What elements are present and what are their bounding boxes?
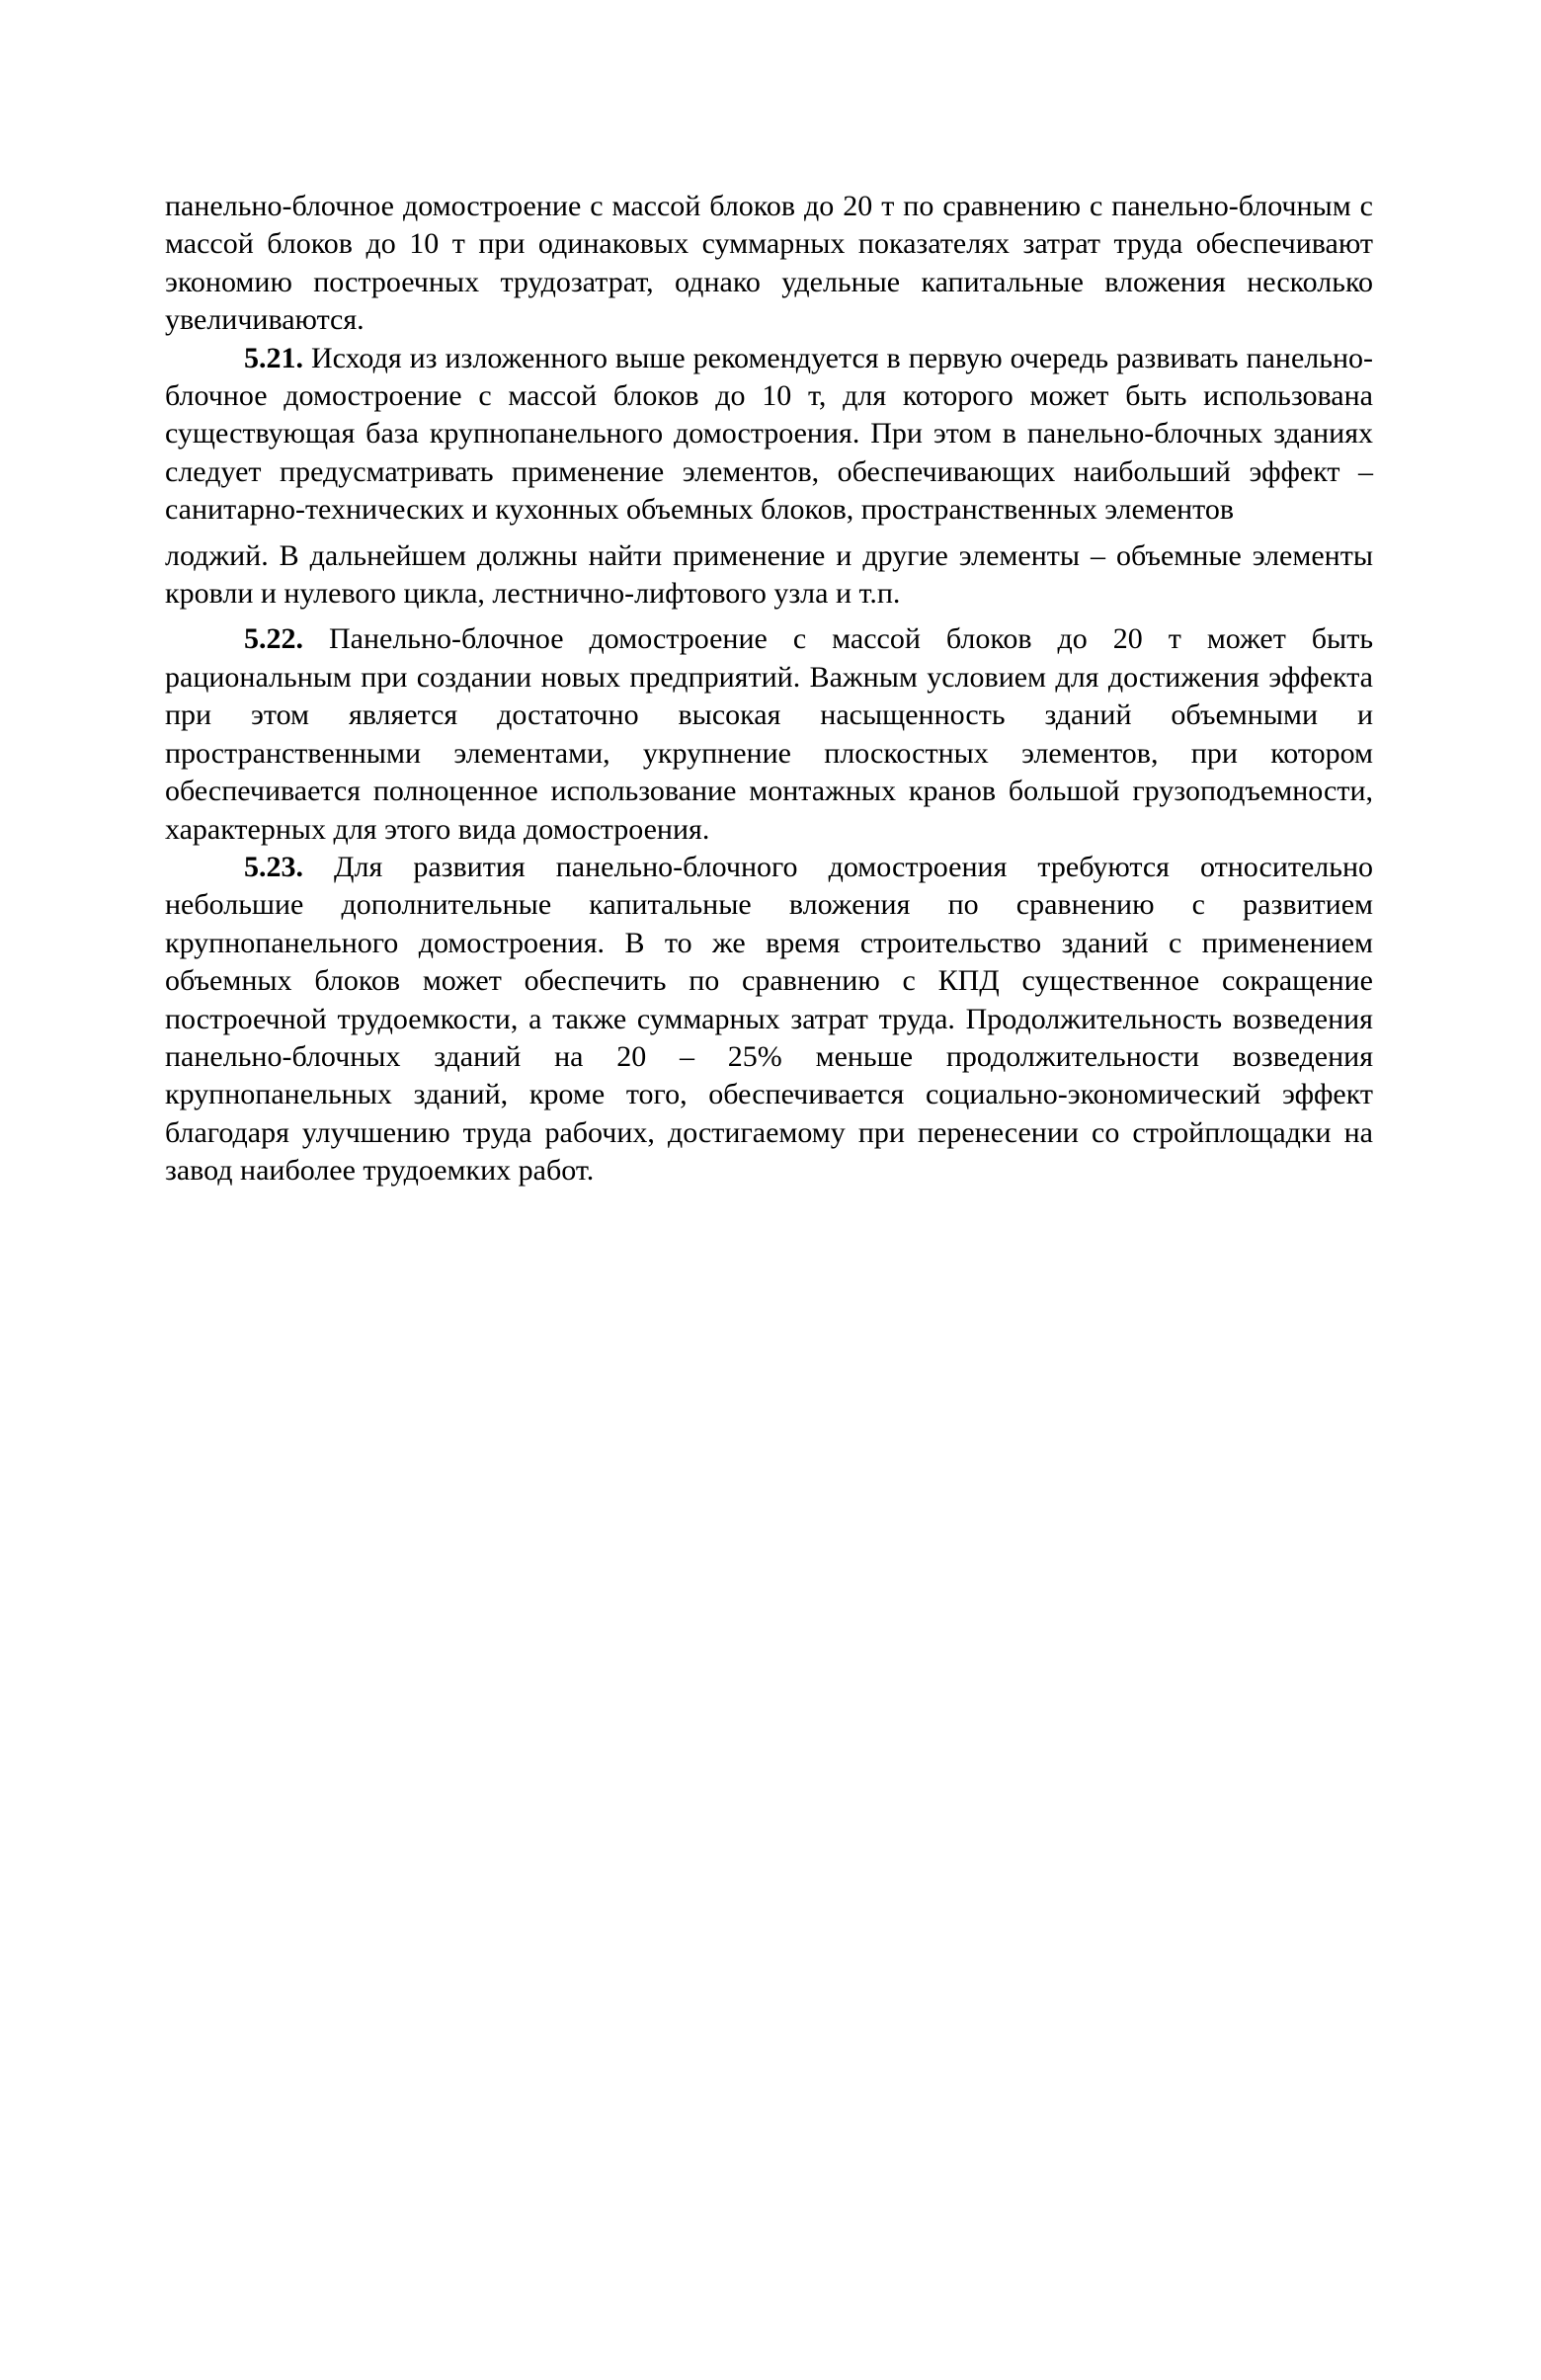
paragraph-5-21 (165, 340, 1373, 530)
paragraph-number: 5.23. (244, 850, 303, 883)
paragraph-5-23 (165, 849, 1373, 1190)
paragraph-text: Панельно-блочное домостроение с массой блоков до 20 т может быть рациональным при создании новых предприятий. Важным условием для достижения эффекта при этом является достаточно высокая насыщенность зданий объемными и пространственными элементами, укрупнение плоскостных элементов, при котором обеспечивается полноценное использование монтажных кранов большой грузоподъемности, характерных для этого вида домостроения. (165, 622, 1374, 846)
paragraph-number: 5.21. (244, 341, 303, 374)
paragraph-text: лоджий. В дальнейшем должны найти применение и другие элементы – объемные элементы кровли и нулевого цикла, лестнично-лифтового узла и т.п. (165, 538, 1373, 611)
paragraph-continuation (165, 188, 1373, 340)
paragraph-5-21-continuation (165, 537, 1373, 614)
paragraph-number: 5.22. (244, 622, 303, 656)
document-body (165, 188, 1373, 1190)
paragraph-text: панельно-блочное домостроение с массой блоков до 20 т по сравнению с панельно-блочным с массой блоков до 10 т при одинаковых суммарных показателях затрат труда обеспечивают экономию построечных трудозатрат, однако удельные капитальные вложения несколько увеличиваются. (165, 190, 1373, 337)
paragraph-text: Для развития панельно-блочного домостроения требуются относительно небольшие дополнительные капитальные вложения по сравнению с развитием крупнопанельного домостроения. В то же время строительство зданий с применением объемных блоков может обеспечить по сравнению с КПД существенное сокращение построечной трудоемкости, а также суммарных затрат труда. Продолжительность возведения панельно-блочных зданий на 20 – 25% меньше продолжительности возведения крупнопанельных зданий, кроме того, обеспечивается социально-экономический эффект благодаря улучшению труда рабочих, достигаемому при перенесении со стройплощадки на завод наиболее трудоемких работ. (165, 850, 1374, 1188)
paragraph-5-22 (165, 620, 1373, 848)
paragraph-text: Исходя из изложенного выше рекомендуется в первую очередь развивать панельно-блочное домостроение с массой блоков до 10 т, для которого может быть использована существующая база крупнопанельного домостроения. При этом в панельно-блочных зданиях следует предусматривать применение элементов, обеспечивающих наибольший эффект – санитарно-технических и кухонных объемных блоков, пространственных элементов (165, 341, 1373, 527)
